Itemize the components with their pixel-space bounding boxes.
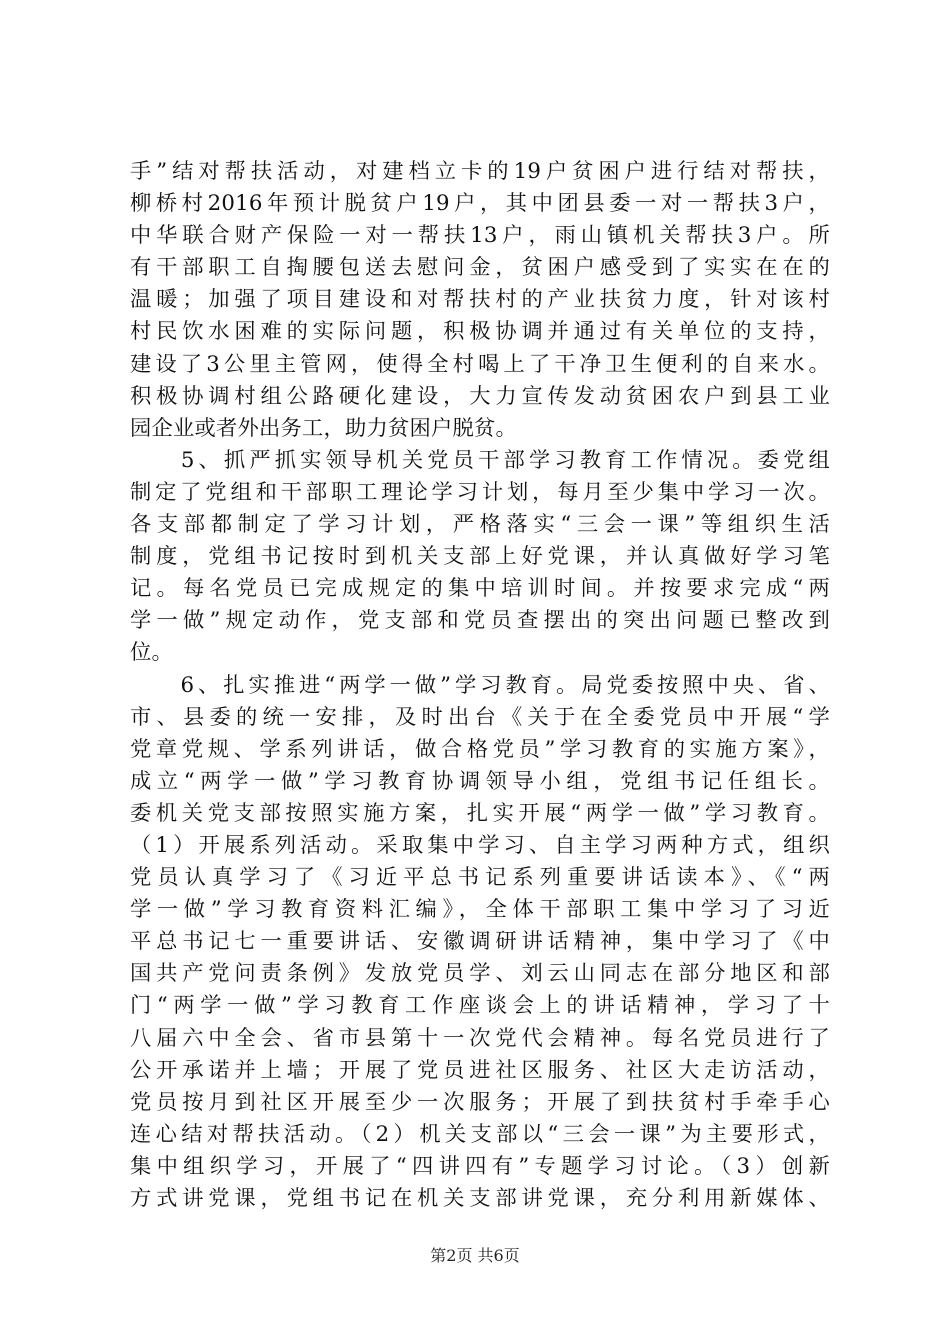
text-line: 各支部都制定了学习计划，严格落实“三会一课”等组织生活 bbox=[130, 512, 830, 538]
text-line: 党员认真学习了《习近平总书记系列重要讲话读本》、《“两 bbox=[130, 865, 830, 891]
text-line: 位。 bbox=[130, 640, 173, 666]
text-line: 积极协调村组公路硬化建设，大力宣传发动贫困农户到县工业 bbox=[130, 383, 830, 409]
body-text bbox=[130, 156, 830, 1215]
text-line: （1）开展系列活动。采取集中学习、自主学习两种方式，组织 bbox=[130, 832, 830, 858]
text-line: 八届六中全会、省市县第十一次党代会精神。每名党员进行了 bbox=[130, 1025, 830, 1051]
text-line: 委机关党支部按照实施方案，扎实开展“两学一做”学习教育。 bbox=[130, 800, 830, 826]
text-line: 国共产党问责条例》发放党员学、刘云山同志在部分地区和部 bbox=[130, 961, 830, 987]
paragraph-5-start: 5、抓严抓实领导机关党员干部学习教育工作情况。委党组 bbox=[130, 447, 830, 473]
text-line: 有干部职工自掏腰包送去慰问金，贫困户感受到了实实在在的 bbox=[130, 255, 830, 281]
text-line: 连心结对帮扶活动。（2）机关支部以“三会一课”为主要形式， bbox=[130, 1121, 830, 1147]
text-line: 门“两学一做”学习教育工作座谈会上的讲话精神，学习了十 bbox=[130, 993, 830, 1019]
text-line: 村民饮水困难的实际问题，积极协调并通过有关单位的支持， bbox=[130, 319, 830, 345]
text-line: 柳桥村2016年预计脱贫户19户，其中团县委一对一帮扶3户， bbox=[130, 191, 830, 217]
text-line: 成立“两学一做”学习教育协调领导小组，党组书记任组长。 bbox=[130, 768, 830, 794]
text-line: 中华联合财产保险一对一帮扶13户，雨山镇机关帮扶3户。所 bbox=[130, 223, 830, 249]
text-line: 制度，党组书记按时到机关支部上好党课，并认真做好学习笔 bbox=[130, 544, 830, 570]
text-line: 方式讲党课，党组书记在机关支部讲党课，充分利用新媒体、 bbox=[130, 1186, 830, 1211]
text-line: 党员按月到社区开展至少一次服务；开展了到扶贫村手牵手心 bbox=[130, 1089, 830, 1115]
text-line: 平总书记七一重要讲话、安徽调研讲话精神，集中学习了《中 bbox=[130, 929, 830, 955]
text-line: 温暖；加强了项目建设和对帮扶村的产业扶贫力度，针对该村 bbox=[130, 287, 830, 313]
text-line: 集中组织学习，开展了“四讲四有”专题学习讨论。（3）创新 bbox=[130, 1153, 830, 1179]
paragraph-6-start: 6、扎实推进“两学一做”学习教育。局党委按照中央、省、 bbox=[130, 672, 830, 698]
text-line: 市、县委的统一安排，及时出台《关于在全委党员中开展“学 bbox=[130, 704, 830, 730]
text-line: 记。每名党员已完成规定的集中培训时间。并按要求完成“两 bbox=[130, 576, 830, 602]
text-line: 手”结对帮扶活动，对建档立卡的19户贫困户进行结对帮扶， bbox=[130, 159, 830, 184]
text-line: 学一做”学习教育资料汇编》，全体干部职工集中学习了习近 bbox=[130, 897, 830, 923]
text-line: 建设了3公里主管网，使得全村喝上了干净卫生便利的自来水。 bbox=[130, 351, 830, 377]
text-line: 党章党规、学系列讲话，做合格党员”学习教育的实施方案》， bbox=[130, 736, 830, 762]
text-line: 公开承诺并上墙；开展了党员进社区服务、社区大走访活动， bbox=[130, 1057, 830, 1083]
text-line: 制定了党组和干部职工理论学习计划，每月至少集中学习一次。 bbox=[130, 479, 830, 505]
text-line: 学一做”规定动作，党支部和党员查摆出的突出问题已整改到 bbox=[130, 608, 830, 634]
page-footer: 第2页 共6页 bbox=[430, 1246, 520, 1265]
text-line: 园企业或者外出务工，助力贫困户脱贫。 bbox=[130, 415, 517, 441]
